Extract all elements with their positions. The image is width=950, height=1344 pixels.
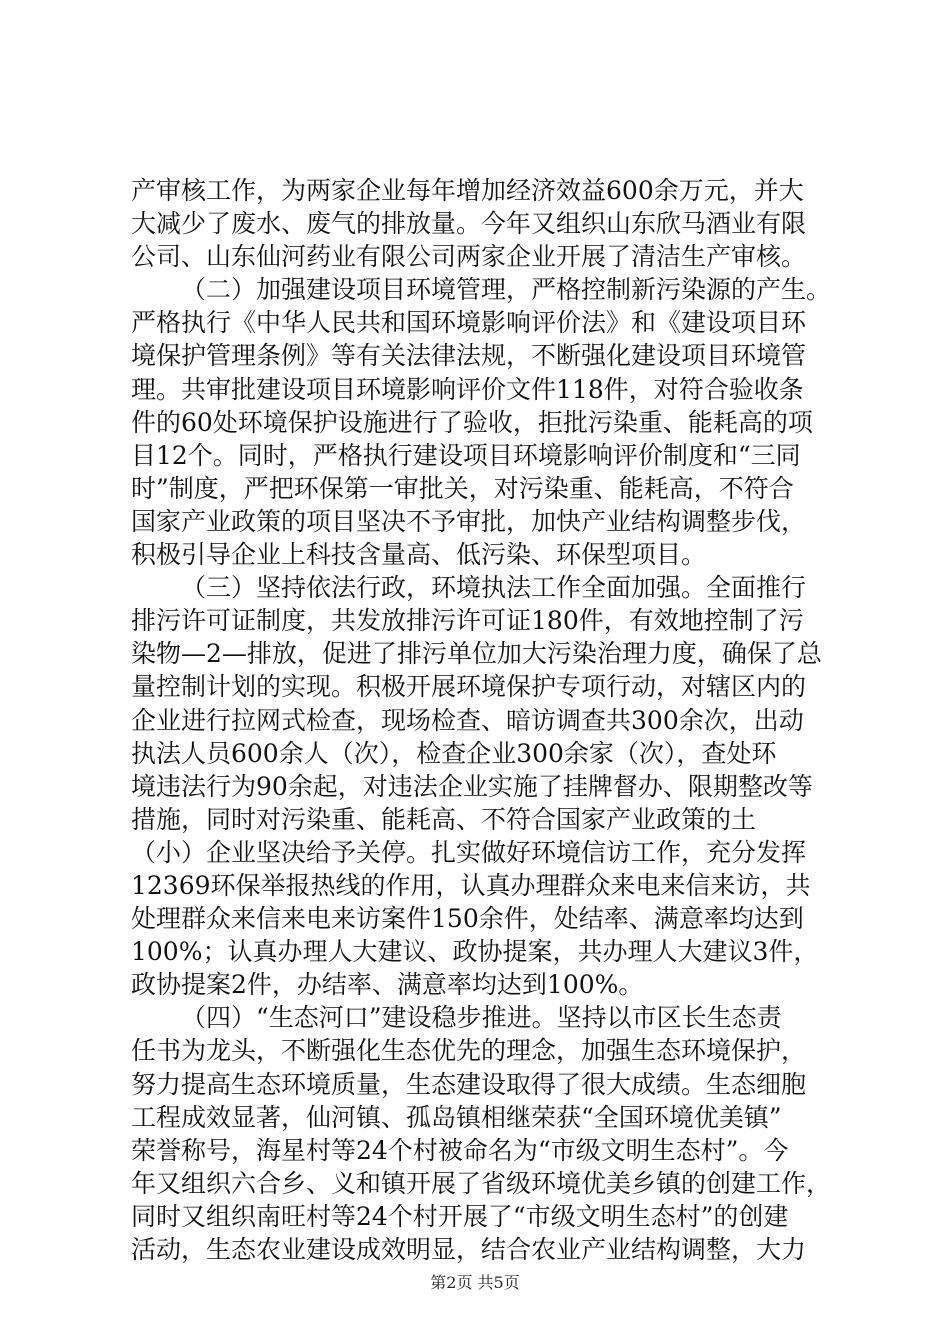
- text-line: 企业进行拉网式检查，现场检查、暗访调查共300余次，出动: [131, 705, 804, 735]
- text-line: 任书为龙头，不断强化生态优先的理念，加强生态环境保护，: [131, 1036, 807, 1066]
- text-line: 执法人员600余人（次），检查企业300余家（次），查处环: [131, 738, 777, 768]
- paragraph-first-line: （四）“生态河口”建设稳步推进。坚持以市区长生态责: [181, 1003, 782, 1033]
- text-line: 12369环保举报热线的作用，认真办理群众来电来信来访，共: [131, 870, 811, 900]
- text-line: 产审核工作，为两家企业每年增加经济效益600余万元，并大: [131, 176, 804, 205]
- text-line: 积极引导企业上科技含量高、低污染、环保型项目。: [131, 540, 707, 570]
- paragraph-first-line: （二）加强建设项目环境管理，严格控制新污染源的产生。: [181, 275, 832, 305]
- text-line: 努力提高生态环境质量，生态建设取得了很大成绩。生态细胞: [131, 1069, 807, 1099]
- text-line: 措施，同时对污染重、能耗高、不符合国家产业政策的土: [131, 804, 757, 834]
- text-line: 大减少了废水、废气的排放量。今年又组织山东欣马酒业有限: [131, 209, 807, 239]
- text-line: 年又组织六合乡、义和镇开展了省级环境优美乡镇的创建工作，: [131, 1168, 832, 1198]
- text-line: 境违法行为90余起，对违法企业实施了挂牌督办、限期整改等: [131, 771, 813, 801]
- text-line: （小）企业坚决给予关停。扎实做好环境信访工作，充分发挥: [131, 837, 807, 867]
- text-line: 同时又组织南旺村等24个村开展了“市级文明生态村”的创建: [131, 1201, 789, 1231]
- text-line: 染物—2—排放，促进了排污单位加大污染治理力度，确保了总: [131, 639, 822, 669]
- text-line: 件的60处环境保护设施进行了验收，拒批污染重、能耗高的项: [131, 407, 813, 437]
- text-line: 处理群众来信来电来访案件150余件，处结率、满意率均达到: [131, 904, 804, 934]
- text-line: 目12个。同时，严格执行建设项目环境影响评价制度和“三同: [131, 440, 801, 470]
- paragraph-first-line: （三）坚持依法行政，环境执法工作全面加强。全面推行: [181, 573, 807, 603]
- text-line: 国家产业政策的项目坚决不予审批，加快产业结构调整步伐，: [131, 506, 807, 536]
- page-footer: 第2页 共5页: [430, 1273, 520, 1292]
- body-text: [131, 174, 841, 1266]
- text-line: 荣誉称号，海星村等24个村被命名为“市级文明生态村”。今: [131, 1135, 789, 1165]
- text-line: 排污许可证制度，共发放排污许可证180件，有效地控制了污: [131, 606, 804, 636]
- text-line: 政协提案2件，办结率、满意率均达到100%。: [131, 970, 644, 1000]
- text-line: 量控制计划的实现。积极开展环境保护专项行动，对辖区内的: [131, 672, 807, 702]
- text-line: 严格执行《中华人民共和国环境影响评价法》和《建设项目环: [131, 308, 807, 338]
- text-line: 境保护管理条例》等有关法律法规，不断强化建设项目环境管: [131, 341, 807, 371]
- text-line: 工程成效显著，仙河镇、孤岛镇相继荣获“全国环境优美镇”: [131, 1102, 782, 1132]
- text-line: 时”制度，严把环保第一审批关，对污染重、能耗高，不符合: [131, 473, 794, 503]
- text-line: 公司、山东仙河药业有限公司两家企业开展了清洁生产审核。: [131, 242, 807, 272]
- text-line: 100%；认真办理人大建议、政协提案，共办理人大建议3件，: [131, 937, 819, 967]
- text-line: 活动，生态农业建设成效明显，结合农业产业结构调整，大力: [131, 1235, 807, 1264]
- text-line: 理。共审批建设项目环境影响评价文件118件，对符合验收条: [131, 374, 804, 404]
